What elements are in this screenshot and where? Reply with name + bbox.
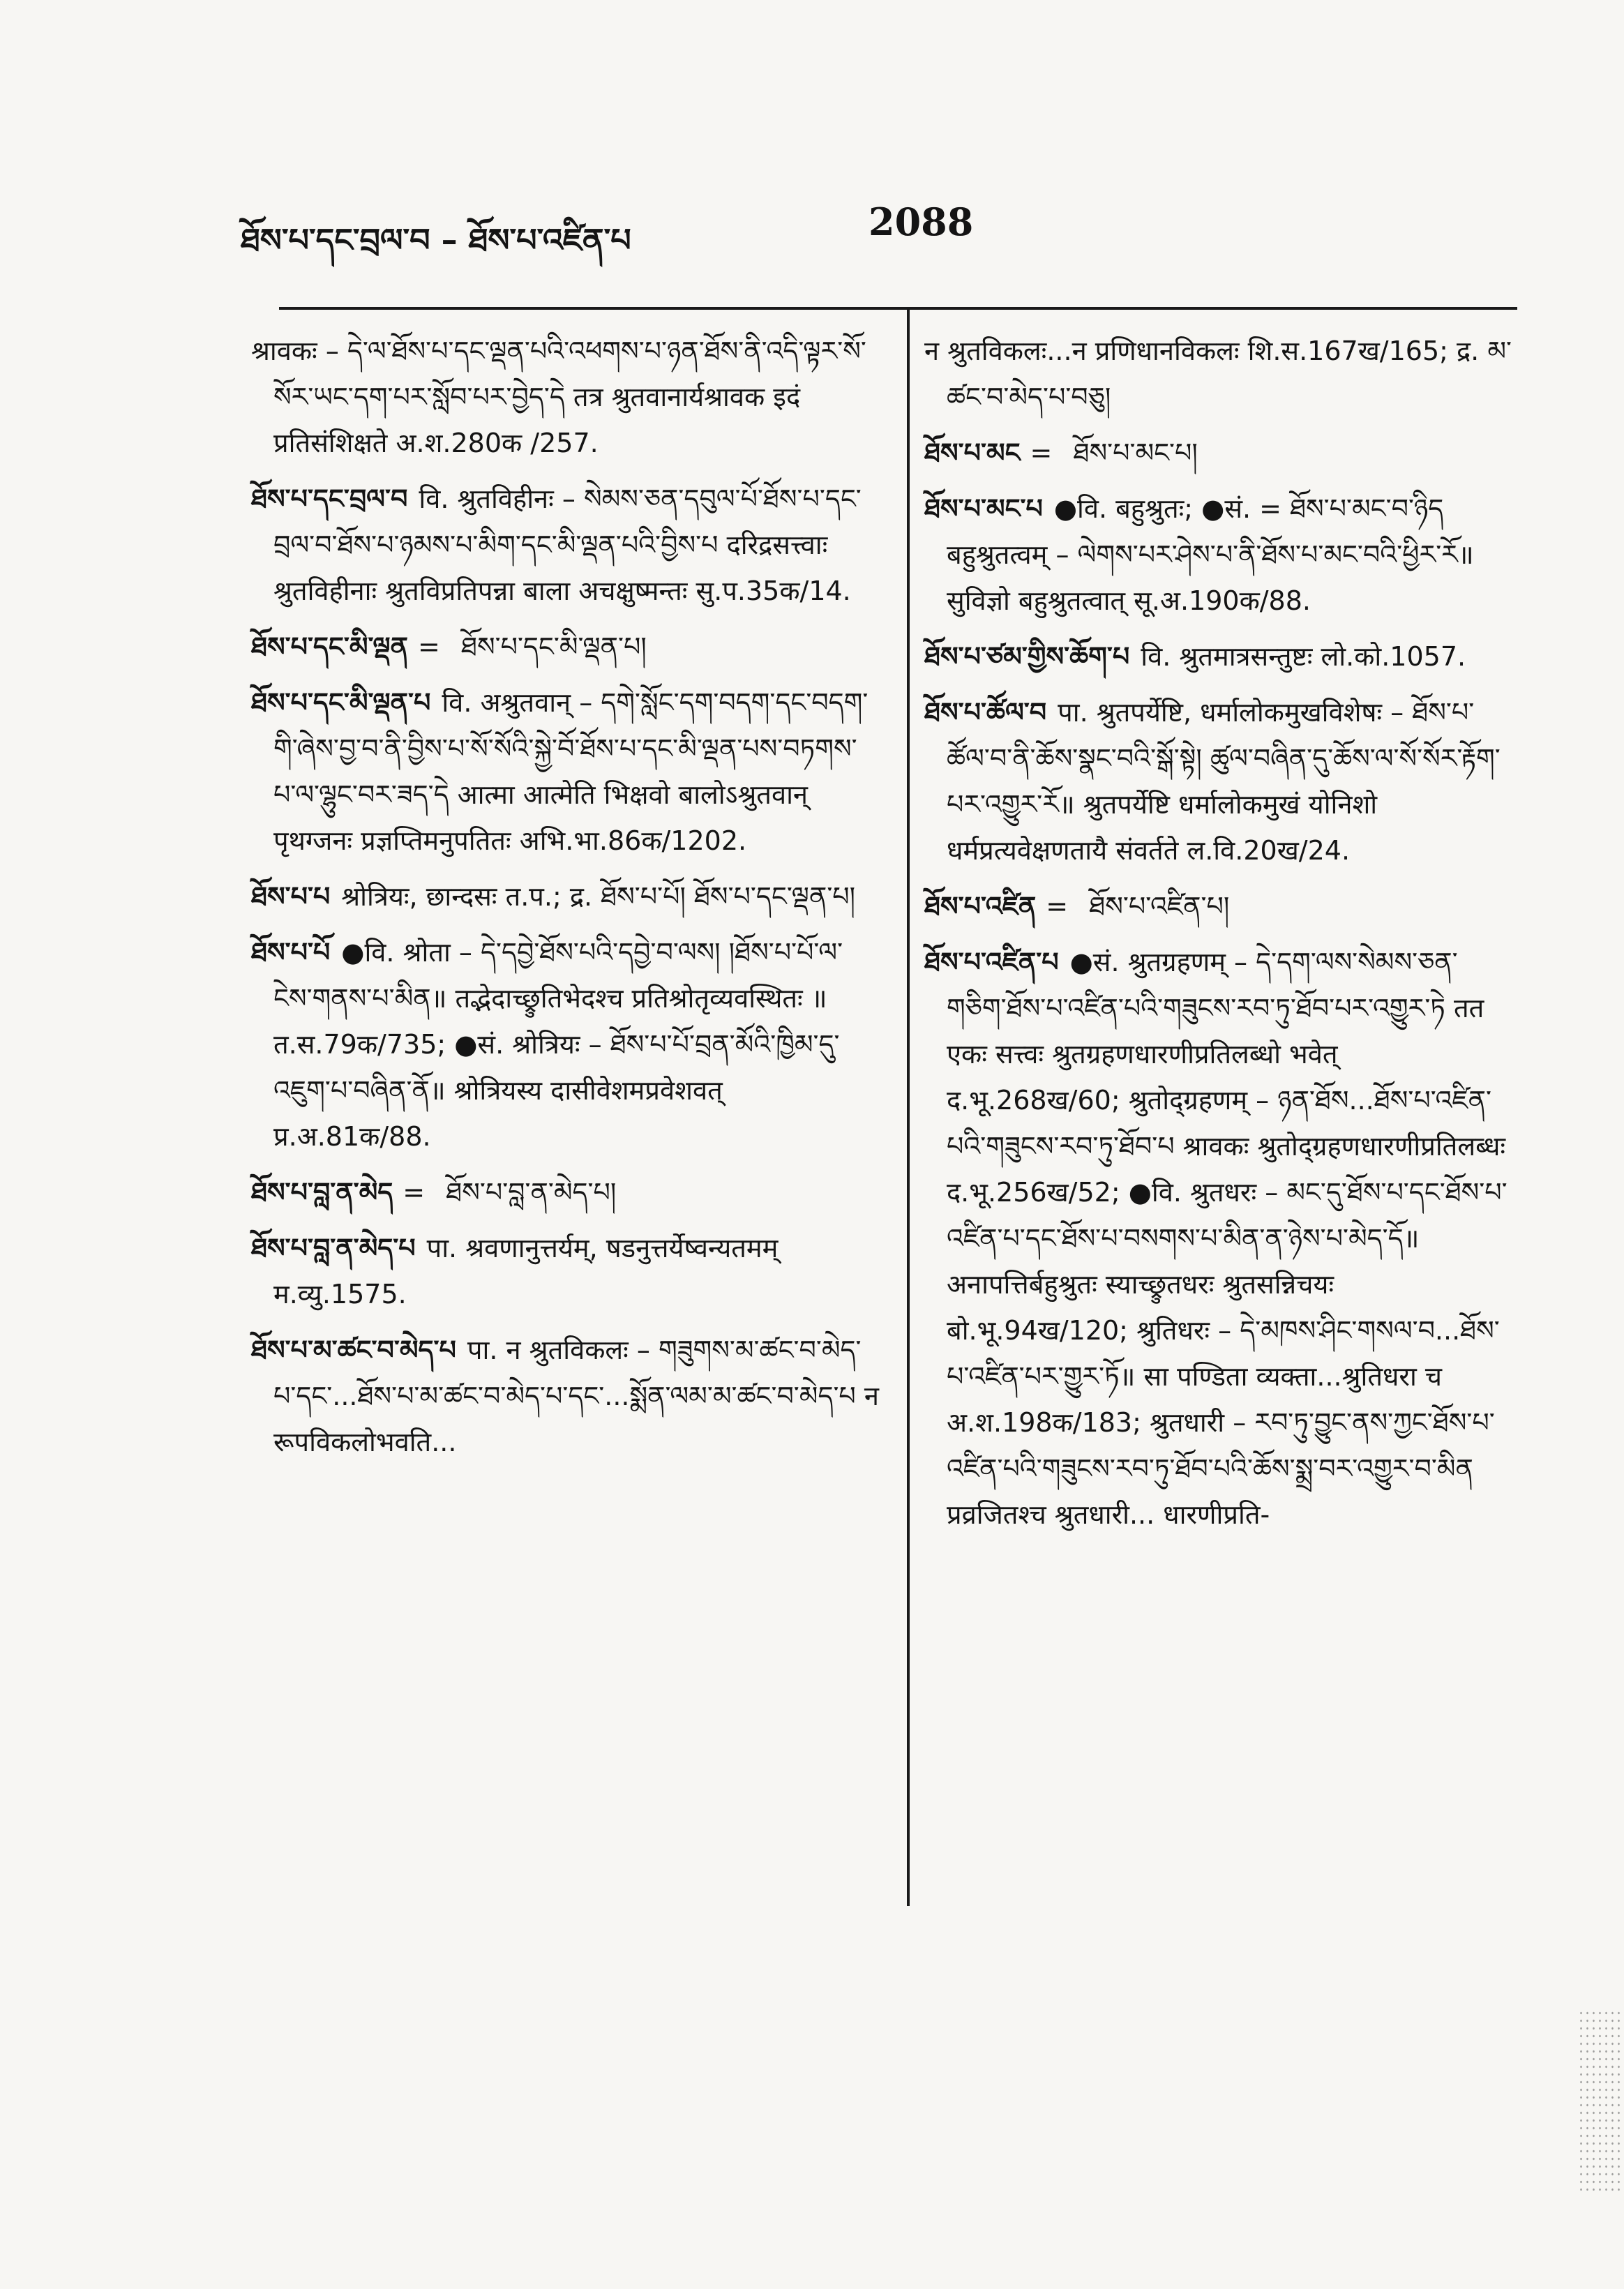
headword: ཐོས་པ་འཛིན་པ [924,947,1059,977]
headword: ཐོས་པ་མང་པ [924,493,1043,524]
dictionary-entry: ཐོས་པ་བླ་ན་མེད = ཐོས་པ་བླ་ན་མེད་པ། [251,1177,617,1208]
headword: ཐོས་པ་པ [251,881,331,912]
scan-noise [1578,2009,1620,2191]
dictionary-entry [251,1327,879,1465]
entry-body: ཐོས་པ་བླ་ན་མེད་པ། [446,1177,617,1208]
entry-body: श्रोत्रियः, छान्दसः त.प.; द्र. ཐོས་པ་པོ། ཐོས་པ་དང་ལྡན་པ། [341,881,856,912]
dictionary-entry [251,1225,879,1317]
entry-body: पा. न श्रुतविकलः – གཟུགས་མ་ཚང་བ་མེད་པ་དང་...ཐོས་པ་མ་ཚང་བ་མེད་པ་དང་...སྨོན་ལམ་མ་ཚང་བ་མེད་པ न रूपविकलोभवति... [273,1335,879,1457]
entry-body: पा. श्रुतपर्येष्टि, धर्मालोकमुखविशेषः – ཐོས་པ་ཚོལ་བ་ནི་ཆོས་སྣང་བའི་སྒོ་སྟེ། ཚུལ་བཞིན་དུ་ཆོས་ལ་སོ་སོར་རྟོག་པར་འགྱུར་རོ॥ श्रुतपर्येष्टि धर्मालोकमुखं योनिशो धर्मप्रत्यवेक्षणतायै संवर्तते ल.वि.20ख/24. [947,697,1501,866]
dictionary-entry [251,476,879,614]
dictionary-entry [251,929,879,1159]
headword: ཐོས་པ་པོ [251,937,331,968]
entry-body: ཐོས་པ་དང་མི་ལྡན་པ། [461,631,647,662]
header-rule [279,307,1517,310]
entry-body: न श्रुतविकलः...न प्रणिधानविकलः शि.स.167ख/165; द्र. མ་ཚང་བ་མེད་པ་བཅུ། [924,336,1512,412]
entry-body: पा. श्रवणानुत्तर्यम्, षडनुत्तर्येष्वन्यतमम् म.व्यु.1575. [273,1233,779,1309]
dictionary-entry [924,633,1517,680]
dictionary-entry [924,486,1517,624]
headword: ཐོས་པ་མང [924,437,1021,468]
dictionary-entry: ཐོས་པ་དང་མི་ལྡན = ཐོས་པ་དང་མི་ལྡན་པ། [251,631,647,662]
running-head: ཐོས་པ་དང་བྲལ་བ – ཐོས་པ་འཛིན་པ [241,221,631,259]
dictionary-entry [924,689,1517,873]
entry-body: ཐོས་པ་འཛིན་པ། [1089,891,1230,922]
page-header [241,197,1538,267]
dictionary-entry [251,328,879,466]
entry-body: ●वि. श्रोता – དེ་དབྱེ་ཐོས་པའི་དབྱེ་བ་ལས། །ཐོས་པ་པོ་ལ་ངེས་གནས་པ་མིན॥ तद्भेदाच्छ्रुतिभेदश्च प्रतिश्रोतृव्यवस्थितः ॥ त.स.79क/735; ●सं. श्रोत्रियः – ཐོས་པ་པོ་བྲན་མོའི་ཁྱིམ་དུ་འཇུག་པ་བཞིན་ནོ॥ श्रोत्रियस्य दासीवेशमप्रवेशवत् प्र.अ.81क/88. [273,937,843,1152]
dictionary-entry [924,328,1517,420]
right-column [924,328,1517,1547]
headword: ཐོས་པ་དང་བྲལ་བ [251,483,408,514]
entry-body: वि. श्रुतमात्रसन्तुष्टः लो.को.1057. [1141,641,1466,672]
entry-body: ●वि. बहुश्रुतः; ●सं. = ཐོས་པ་མང་བ་ཉིད बहुश्रुतत्वम् – ལེགས་པར་ཤེས་པ་ནི་ཐོས་པ་མང་བའི་ཕྱིར་རོ॥ सुविज्ञो बहुश्रुतत्वात् सू.अ.190क/88. [947,493,1474,616]
dictionary-entry [251,873,879,920]
entry-body: वि. अश्रुतवान् – དགེ་སློང་དག་བདག་དང་བདག་གི་ཞེས་བྱ་བ་ནི་བྱིས་པ་སོ་སོའི་སྐྱེ་བོ་ཐོས་པ་དང་མི་ལྡན་པས་བཏགས་པ་ལ་ལྷུང་བར་ཟད་དེ आत्मा आत्मेति भिक्षवो बालोऽश्रुतवान् पृथग्जनः प्रज्ञप्तिमनुपतितः अभि.भा.86क/1202. [273,687,869,856]
entry-body: वि. श्रुतविहीनः – སེམས་ཅན་དབུལ་པོ་ཐོས་པ་དང་བྲལ་བ་ཐོས་པ་ཉམས་པ་མིག་དང་མི་ལྡན་པའི་བྱིས་པ दरिद्रसत्त्वाः श्रुतविहीनाः श्रुतविप्रतिपन्ना बाला अचक्षुष्मन्तः सु.प.35क/14. [273,483,862,606]
headword: ཐོས་པ་དང་མི་ལྡན [251,631,408,662]
headword: ཐོས་པ་འཛིན [924,891,1037,922]
headword: ཐོས་པ་ཙམ་གྱིས་ཆོག་པ [924,641,1130,672]
dictionary-entry: ཐོས་པ་མང = ཐོས་པ་མང་པ། [924,437,1198,468]
entry-body: ཐོས་པ་མང་པ། [1073,437,1198,468]
dictionary-entry [251,680,879,864]
headword: ཐོས་པ་བླ་ན་མེད [251,1177,393,1208]
headword: ཐོས་པ་མ་ཚང་བ་མེད་པ [251,1335,456,1365]
left-column [251,328,879,1475]
column-divider [907,308,910,1906]
page-number: 2088 [869,200,974,244]
headword: ཐོས་པ་དང་མི་ལྡན་པ [251,687,431,718]
entry-body: ●सं. श्रुतग्रहणम् – དེ་དག་ལས་སེམས་ཅན་གཅིག་ཐོས་པ་འཛིན་པའི་གཟུངས་རབ་ཏུ་ཐོབ་པར་འགྱུར་ཏེ तत एकः सत्त्वः श्रुतग्रहणधारणीप्रतिलब्धो भवेत् द.भू.268ख/60; श्रुतोद्ग्रहणम् – ཉན་ཐོས...ཐོས་པ་འཛིན་པའི་གཟུངས་རབ་ཏུ་ཐོབ་པ श्रावकः श्रुतोद्ग्रहणधारणीप्रतिलब्धः द.भू.256ख/52; ●वि. श्रुतधरः – མང་དུ་ཐོས་པ་དང་ཐོས་པ་འཛིན་པ་དང་ཐོས་པ་བསགས་པ་མིན་ན་ཉེས་པ་མེད་དོ॥ अनापत्तिर्बहुश्रुतः स्याच्छ्रुतधरः श्रुतसन्निचयः बो.भू.94ख/120; श्रुतिधरः – དེ་མཁས་ཤིང་གསལ་བ...ཐོས་པ་འཛིན་པར་གྱུར་ཏོ॥ सा पण्डिता व्यक्ता...श्रुतिधरा च अ.श.198क/183; श्रुतधारी – རབ་ཏུ་བྱུང་ནས་ཀྱང་ཐོས་པ་འཛིན་པའི་གཟུངས་རབ་ཏུ་ཐོབ་པའི་ཆོས་སྨྲ་བར་འགྱུར་བ་མིན प्रव्रजितश्च श्रुतधारी... धारणीप्रति- [947,947,1508,1530]
dictionary-entry [924,939,1517,1538]
entry-body: श्रावकः – དེ་ལ་ཐོས་པ་དང་ལྡན་པའི་འཕགས་པ་ཉན་ཐོས་ནི་འདི་ལྟར་སོ་སོར་ཡང་དག་པར་སློབ་པར་བྱེད་དེ तत्र श्रुतवानार्यश्रावक इदं प्रतिसंशिक्षते अ.श.280क /257. [251,336,866,458]
dictionary-entry: ཐོས་པ་འཛིན = ཐོས་པ་འཛིན་པ། [924,891,1230,922]
headword: ཐོས་པ་བླ་ན་མེད་པ [251,1233,416,1263]
headword: ཐོས་པ་ཚོལ་བ [924,697,1047,728]
